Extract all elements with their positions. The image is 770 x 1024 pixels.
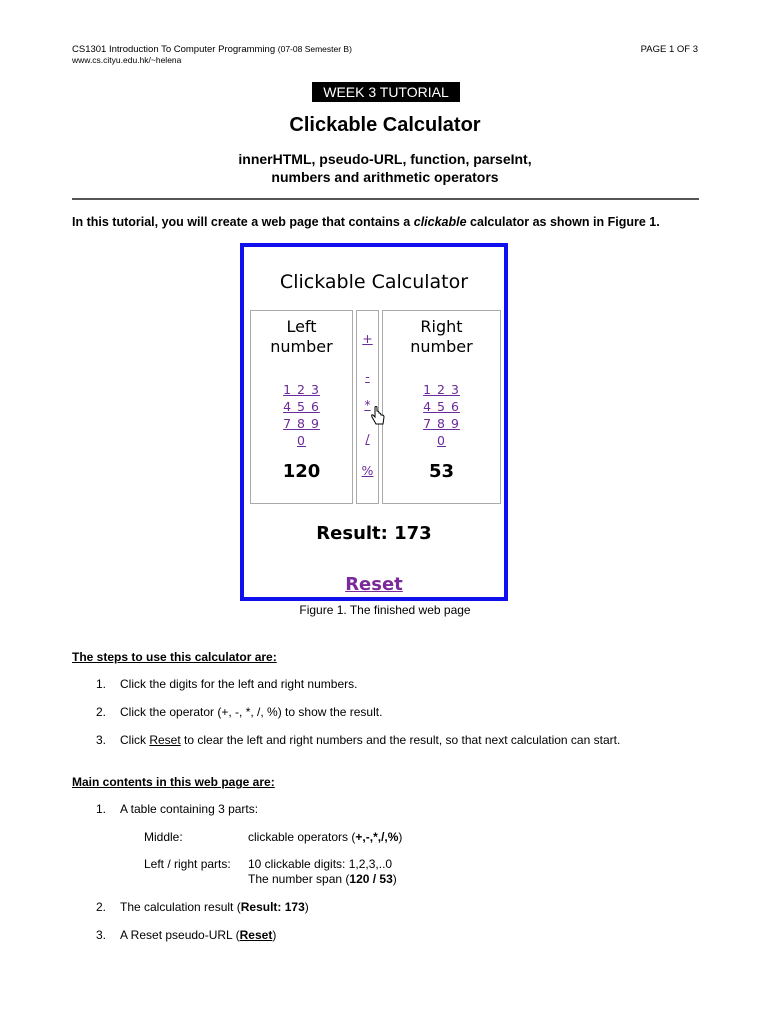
middle-value-pre: clickable operators (	[248, 830, 356, 844]
operator-divide[interactable]: /	[365, 431, 370, 446]
right-part	[382, 310, 501, 504]
step-number: 2.	[96, 705, 107, 719]
right-digits-row[interactable]: 1 2 3	[423, 382, 460, 397]
reset-link[interactable]: Reset	[345, 574, 403, 595]
item3-bold: Reset	[239, 928, 273, 942]
course-header	[72, 44, 352, 55]
middle-value-post: )	[398, 830, 403, 844]
left-digits-row[interactable]: 4 5 6	[283, 399, 320, 414]
step-number: 1.	[96, 677, 107, 691]
right-heading-line1: Right	[420, 317, 463, 336]
step-text-post: to clear the left and right numbers and the result, so that next calculation can start.	[180, 733, 621, 747]
contents-number: 1.	[96, 802, 107, 816]
contents-text	[120, 900, 309, 914]
contents-text	[120, 928, 276, 942]
figure-caption: Figure 1. The finished web page	[299, 603, 471, 617]
right-digits	[383, 381, 500, 449]
step-text: Click the operator (+, -, *, /, %) to show the result.	[120, 705, 383, 719]
lr-line2-post: )	[392, 872, 397, 886]
divider	[72, 198, 699, 200]
step-text	[120, 733, 620, 747]
page-subtitle	[0, 150, 770, 186]
course-name: CS1301 Introduction To Computer Programming	[72, 44, 276, 55]
left-part	[250, 310, 353, 504]
operator-minus[interactable]: -	[365, 369, 370, 384]
page-number: PAGE 1 OF 3	[640, 44, 698, 55]
figure-calculator	[240, 243, 508, 601]
contents-heading: Main contents in this web page are:	[72, 775, 275, 789]
operator-plus[interactable]: +	[362, 331, 373, 346]
operator-multiply[interactable]: *	[364, 397, 371, 412]
step-text: Click the digits for the left and right numbers.	[120, 677, 358, 691]
operator-modulo[interactable]: %	[361, 463, 374, 478]
left-number-value: 120	[282, 461, 321, 482]
contents-number: 3.	[96, 928, 107, 942]
middle-label: Middle:	[144, 830, 183, 844]
left-heading-line2: number	[270, 337, 333, 356]
right-digit-zero[interactable]: 0	[437, 433, 446, 448]
right-heading-line2: number	[410, 337, 473, 356]
item3-post: )	[272, 928, 277, 942]
item3-pre: A Reset pseudo-URL (	[120, 928, 240, 942]
left-digits-row[interactable]: 1 2 3	[283, 382, 320, 397]
right-heading	[383, 317, 500, 357]
right-digits-row[interactable]: 4 5 6	[423, 399, 460, 414]
calculator-table	[250, 310, 501, 506]
item2-post: )	[304, 900, 309, 914]
right-number-value: 53	[428, 461, 455, 482]
step-text-pre: Click	[120, 733, 150, 747]
page-title: Clickable Calculator	[289, 114, 481, 136]
lr-line2-bold: 120 / 53	[349, 872, 393, 886]
intro-before: In this tutorial, you will create a web page that contains a	[72, 215, 414, 229]
contents-text: A table containing 3 parts:	[120, 802, 259, 816]
left-right-line2	[248, 872, 397, 887]
left-heading-line1: Left	[286, 317, 317, 336]
item2-bold: Result: 173	[240, 900, 305, 914]
left-digits-row[interactable]: 7 8 9	[283, 416, 320, 431]
course-url: www.cs.cityu.edu.hk/~helena	[72, 55, 182, 65]
subtitle-line-2: numbers and arithmetic operators	[271, 169, 499, 185]
left-digit-zero[interactable]: 0	[297, 433, 306, 448]
steps-heading: The steps to use this calculator are:	[72, 650, 277, 664]
contents-number: 2.	[96, 900, 107, 914]
left-right-line1: 10 clickable digits: 1,2,3,..0	[248, 857, 393, 871]
figure-title: Clickable Calculator	[279, 271, 469, 293]
semester-label: (07-08 Semester B)	[277, 44, 352, 54]
left-right-label: Left / right parts:	[144, 857, 231, 871]
left-heading	[251, 317, 352, 357]
intro-after: calculator as shown in Figure 1.	[466, 215, 660, 229]
left-right-value	[248, 857, 397, 887]
middle-value	[248, 830, 402, 845]
lr-line2-pre: The number span (	[248, 872, 350, 886]
right-digits-row[interactable]: 7 8 9	[423, 416, 460, 431]
result-label: Result: 173	[316, 523, 432, 544]
intro-text	[72, 215, 660, 229]
subtitle-line-1: innerHTML, pseudo-URL, function, parseInt,	[238, 151, 532, 167]
week-label: WEEK 3 TUTORIAL	[312, 82, 460, 102]
hand-cursor-icon	[370, 406, 386, 430]
step-reset-link: Reset	[149, 733, 181, 747]
item2-pre: The calculation result (	[120, 900, 241, 914]
left-digits	[251, 381, 352, 449]
intro-emphasis: clickable	[413, 215, 467, 229]
step-number: 3.	[96, 733, 107, 747]
middle-value-bold: +,-,*,/,%	[355, 830, 399, 844]
